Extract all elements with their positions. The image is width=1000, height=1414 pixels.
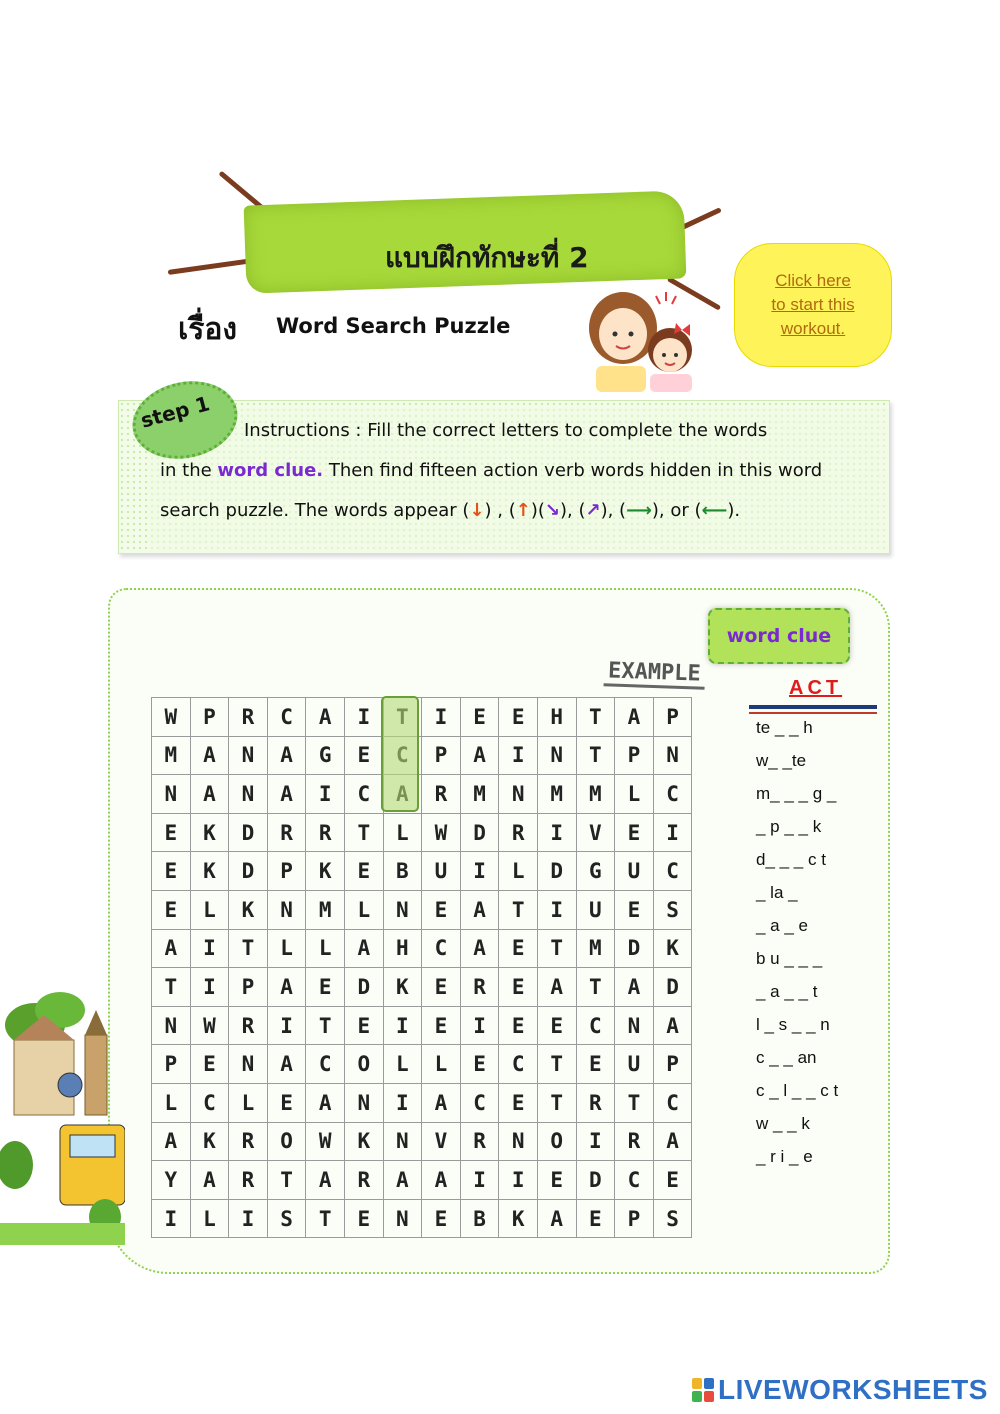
- word-search-grid[interactable]: [151, 697, 692, 1238]
- grid-cell[interactable]: E: [654, 1161, 693, 1200]
- grid-cell[interactable]: R: [306, 814, 345, 853]
- grid-cell[interactable]: R: [461, 1123, 500, 1162]
- grid-cell[interactable]: R: [229, 1123, 268, 1162]
- page-title: แบบฝึกทักษะที่ 2: [385, 241, 589, 274]
- grid-cell[interactable]: S: [654, 891, 693, 930]
- grid-cell[interactable]: C: [654, 852, 693, 891]
- instr-text: ), (: [600, 500, 627, 521]
- start-workout-button[interactable]: [734, 243, 892, 367]
- grid-cell[interactable]: A: [268, 1045, 307, 1084]
- grid-cell[interactable]: I: [384, 1084, 423, 1123]
- grid-cell[interactable]: C: [461, 1084, 500, 1123]
- grid-cell[interactable]: A: [152, 930, 191, 969]
- grid-cell[interactable]: S: [268, 1200, 307, 1239]
- grid-cell[interactable]: I: [268, 1007, 307, 1046]
- word-clue-tag: [708, 608, 850, 664]
- grid-cell[interactable]: E: [499, 1007, 538, 1046]
- grid-cell[interactable]: A: [152, 1123, 191, 1162]
- grid-cell[interactable]: R: [229, 1007, 268, 1046]
- grid-cell[interactable]: O: [268, 1123, 307, 1162]
- instructions-line-2: [160, 460, 822, 481]
- grid-cell[interactable]: V: [422, 1123, 461, 1162]
- grid-cell[interactable]: A: [654, 1007, 693, 1046]
- grid-cell[interactable]: E: [538, 1161, 577, 1200]
- grid-cell[interactable]: I: [191, 930, 230, 969]
- grid-cell[interactable]: I: [229, 1200, 268, 1239]
- grid-cell[interactable]: B: [461, 1200, 500, 1239]
- grid-cell[interactable]: P: [615, 737, 654, 776]
- clue-item[interactable]: w_ _te: [756, 751, 807, 770]
- grid-cell[interactable]: R: [577, 1084, 616, 1123]
- grid-cell[interactable]: W: [152, 698, 191, 737]
- liveworksheets-logo-icon: [692, 1378, 714, 1402]
- word-clue-highlight: word clue.: [217, 460, 324, 481]
- grid-cell[interactable]: K: [384, 968, 423, 1007]
- grid-cell[interactable]: A: [306, 1084, 345, 1123]
- grid-cell[interactable]: N: [152, 775, 191, 814]
- step-label: step 1: [138, 391, 213, 433]
- grid-cell[interactable]: A: [615, 698, 654, 737]
- clue-item[interactable]: _ p _ _ k: [756, 817, 822, 836]
- grid-cell[interactable]: S: [654, 1200, 693, 1239]
- grid-cell[interactable]: C: [615, 1161, 654, 1200]
- grid-cell[interactable]: N: [499, 1123, 538, 1162]
- grid-cell[interactable]: K: [229, 891, 268, 930]
- grid-cell[interactable]: P: [615, 1200, 654, 1239]
- grid-cell[interactable]: E: [422, 968, 461, 1007]
- grid-cell[interactable]: I: [384, 1007, 423, 1046]
- grid-cell[interactable]: U: [615, 1045, 654, 1084]
- grid-cell[interactable]: E: [345, 1007, 384, 1046]
- clue-list: [756, 716, 838, 1178]
- grid-cell[interactable]: M: [577, 775, 616, 814]
- grid-cell[interactable]: N: [229, 737, 268, 776]
- grid-cell[interactable]: E: [577, 1200, 616, 1239]
- grid-cell[interactable]: O: [345, 1045, 384, 1084]
- example-answer: ACT: [789, 677, 843, 699]
- banner-branch-top-right: [679, 207, 722, 231]
- liveworksheets-logo-text: LIVEWORKSHEETS: [718, 1374, 988, 1405]
- instr-text: ) , (: [484, 500, 516, 521]
- grid-cell[interactable]: A: [538, 968, 577, 1007]
- grid-cell[interactable]: L: [191, 891, 230, 930]
- clue-item[interactable]: _ r i _ e: [756, 1147, 813, 1166]
- grid-cell[interactable]: A: [306, 1161, 345, 1200]
- grid-cell[interactable]: E: [422, 891, 461, 930]
- grid-cell[interactable]: K: [306, 852, 345, 891]
- grid-cell[interactable]: N: [152, 1007, 191, 1046]
- grid-cell[interactable]: L: [191, 1200, 230, 1239]
- grid-cell[interactable]: I: [461, 852, 500, 891]
- grid-cell[interactable]: I: [191, 968, 230, 1007]
- clue-item[interactable]: c _ l _ _ c t: [756, 1081, 839, 1100]
- clue-item[interactable]: l _ s _ _ n: [756, 1015, 830, 1034]
- grid-cell[interactable]: N: [268, 891, 307, 930]
- grid-cell[interactable]: P: [422, 737, 461, 776]
- grid-cell[interactable]: H: [384, 930, 423, 969]
- grid-cell[interactable]: E: [499, 968, 538, 1007]
- grid-cell[interactable]: E: [577, 1045, 616, 1084]
- grid-cell[interactable]: A: [615, 968, 654, 1007]
- arrow-left-icon: ⟵: [701, 500, 728, 521]
- liveworksheets-logo: [692, 1374, 988, 1406]
- instr-text: Then find fifteen action verb words hidden in this word: [323, 460, 823, 481]
- grid-cell[interactable]: E: [461, 698, 500, 737]
- grid-cell[interactable]: L: [499, 852, 538, 891]
- grid-cell[interactable]: K: [654, 930, 693, 969]
- clue-item[interactable]: te _ _ h: [756, 718, 813, 737]
- grid-cell[interactable]: A: [461, 891, 500, 930]
- grid-cell[interactable]: L: [384, 814, 423, 853]
- girls-illustration: [578, 288, 708, 392]
- instr-text: ).: [727, 500, 741, 521]
- grid-cell[interactable]: K: [191, 814, 230, 853]
- grid-cell[interactable]: N: [384, 1200, 423, 1239]
- example-label: EXAMPLE: [604, 658, 706, 689]
- clue-item[interactable]: _ a _ e: [756, 916, 808, 935]
- grid-cell[interactable]: T: [538, 1084, 577, 1123]
- grid-cell[interactable]: K: [345, 1123, 384, 1162]
- grid-cell[interactable]: I: [499, 1161, 538, 1200]
- grid-cell[interactable]: I: [461, 1161, 500, 1200]
- grid-cell[interactable]: L: [152, 1084, 191, 1123]
- grid-cell[interactable]: P: [654, 698, 693, 737]
- grid-cell[interactable]: L: [268, 930, 307, 969]
- word-clue-tag-label: word clue: [726, 625, 832, 647]
- answer-divider-accent: [749, 712, 877, 714]
- grid-cell[interactable]: E: [345, 737, 384, 776]
- grid-cell[interactable]: R: [345, 1161, 384, 1200]
- grid-cell[interactable]: T: [538, 930, 577, 969]
- grid-cell[interactable]: I: [538, 891, 577, 930]
- grid-cell[interactable]: T: [306, 1200, 345, 1239]
- grid-cell[interactable]: L: [306, 930, 345, 969]
- instr-text: search puzzle. The words appear (: [160, 500, 470, 521]
- grid-cell[interactable]: T: [577, 698, 616, 737]
- start-label-line1: Click here: [775, 271, 851, 290]
- instr-text: ), (: [559, 500, 586, 521]
- grid-cell[interactable]: N: [654, 737, 693, 776]
- grid-cell[interactable]: M: [306, 891, 345, 930]
- grid-cell[interactable]: E: [345, 852, 384, 891]
- grid-cell[interactable]: C: [306, 1045, 345, 1084]
- grid-cell[interactable]: I: [538, 814, 577, 853]
- grid-cell[interactable]: R: [615, 1123, 654, 1162]
- grid-cell[interactable]: T: [306, 1007, 345, 1046]
- arrow-diagonal-up-icon: ↗: [585, 500, 601, 521]
- instr-text: ), or (: [651, 500, 702, 521]
- grid-cell[interactable]: D: [538, 852, 577, 891]
- grid-cell[interactable]: I: [461, 1007, 500, 1046]
- grid-cell[interactable]: L: [229, 1084, 268, 1123]
- instr-text: in the: [160, 460, 218, 481]
- grid-cell[interactable]: A: [461, 737, 500, 776]
- grid-cell[interactable]: T: [577, 968, 616, 1007]
- grid-cell[interactable]: P: [229, 968, 268, 1007]
- grid-cell[interactable]: U: [422, 852, 461, 891]
- grid-cell[interactable]: I: [577, 1123, 616, 1162]
- clue-item[interactable]: w _ _ k: [756, 1114, 810, 1133]
- instructions-line-3: [160, 500, 740, 521]
- grid-cell[interactable]: T: [615, 1084, 654, 1123]
- grid-cell[interactable]: T: [229, 930, 268, 969]
- grid-cell[interactable]: A: [345, 930, 384, 969]
- grid-cell[interactable]: E: [422, 1200, 461, 1239]
- grid-cell[interactable]: A: [422, 1084, 461, 1123]
- grid-cell[interactable]: C: [654, 775, 693, 814]
- arrow-up-icon: ↑: [515, 500, 531, 521]
- town-illustration: [0, 985, 125, 1245]
- grid-cell[interactable]: G: [306, 737, 345, 776]
- grid-cell[interactable]: W: [422, 814, 461, 853]
- clue-item[interactable]: m_ _ _ g _: [756, 784, 837, 803]
- clue-item[interactable]: b u _ _ _: [756, 949, 823, 968]
- grid-cell[interactable]: N: [499, 775, 538, 814]
- clue-item[interactable]: d_ _ _ c t: [756, 850, 826, 869]
- grid-cell[interactable]: A: [461, 930, 500, 969]
- example-word-highlight: [381, 696, 419, 812]
- grid-cell[interactable]: T: [577, 737, 616, 776]
- grid-cell[interactable]: D: [345, 968, 384, 1007]
- grid-cell[interactable]: A: [384, 1161, 423, 1200]
- instr-text: )(: [530, 500, 545, 521]
- grid-cell[interactable]: R: [499, 814, 538, 853]
- grid-cell[interactable]: W: [191, 1007, 230, 1046]
- arrow-diagonal-down-icon: ↘: [544, 500, 560, 521]
- subject-label: เรื่อง: [178, 312, 238, 347]
- grid-cell[interactable]: E: [422, 1007, 461, 1046]
- grid-cell[interactable]: E: [268, 1084, 307, 1123]
- grid-cell[interactable]: R: [461, 968, 500, 1007]
- grid-cell[interactable]: E: [461, 1045, 500, 1084]
- start-workout-label: [758, 269, 868, 341]
- grid-cell[interactable]: A: [268, 775, 307, 814]
- grid-cell[interactable]: L: [384, 1045, 423, 1084]
- grid-cell[interactable]: E: [152, 852, 191, 891]
- clue-item[interactable]: _ la _: [756, 883, 798, 902]
- grid-cell[interactable]: C: [577, 1007, 616, 1046]
- grid-cell[interactable]: Y: [152, 1161, 191, 1200]
- grid-cell[interactable]: R: [422, 775, 461, 814]
- grid-cell[interactable]: C: [499, 1045, 538, 1084]
- grid-cell[interactable]: G: [577, 852, 616, 891]
- grid-cell[interactable]: L: [422, 1045, 461, 1084]
- grid-cell[interactable]: U: [615, 852, 654, 891]
- grid-cell[interactable]: T: [499, 891, 538, 930]
- grid-cell[interactable]: H: [538, 698, 577, 737]
- grid-cell[interactable]: E: [306, 968, 345, 1007]
- grid-cell[interactable]: I: [345, 698, 384, 737]
- grid-cell[interactable]: O: [538, 1123, 577, 1162]
- grid-cell[interactable]: N: [229, 1045, 268, 1084]
- grid-cell[interactable]: T: [152, 968, 191, 1007]
- grid-cell[interactable]: L: [615, 775, 654, 814]
- grid-cell[interactable]: P: [152, 1045, 191, 1084]
- grid-cell[interactable]: I: [499, 737, 538, 776]
- grid-cell[interactable]: E: [152, 891, 191, 930]
- grid-cell[interactable]: L: [345, 891, 384, 930]
- subject-name: Word Search Puzzle: [276, 314, 511, 338]
- grid-cell[interactable]: D: [229, 852, 268, 891]
- grid-cell[interactable]: I: [422, 698, 461, 737]
- grid-cell[interactable]: E: [191, 1045, 230, 1084]
- instructions-line-1: Instructions : Fill the correct letters to complete the words: [244, 420, 768, 441]
- grid-cell[interactable]: M: [538, 775, 577, 814]
- grid-cell[interactable]: C: [191, 1084, 230, 1123]
- grid-cell[interactable]: M: [577, 930, 616, 969]
- grid-cell[interactable]: N: [615, 1007, 654, 1046]
- clue-item[interactable]: _ a _ _ t: [756, 982, 818, 1001]
- grid-cell[interactable]: A: [191, 1161, 230, 1200]
- grid-cell[interactable]: M: [461, 775, 500, 814]
- grid-cell[interactable]: E: [615, 891, 654, 930]
- grid-cell[interactable]: A: [306, 698, 345, 737]
- grid-cell[interactable]: T: [268, 1161, 307, 1200]
- arrow-right-icon: ⟶: [626, 500, 652, 521]
- grid-cell[interactable]: C: [268, 698, 307, 737]
- answer-divider: [749, 705, 877, 709]
- grid-cell[interactable]: I: [152, 1200, 191, 1239]
- grid-cell[interactable]: A: [268, 737, 307, 776]
- grid-cell[interactable]: K: [191, 1123, 230, 1162]
- grid-cell[interactable]: T: [538, 1045, 577, 1084]
- grid-cell[interactable]: I: [654, 814, 693, 853]
- grid-cell[interactable]: W: [306, 1123, 345, 1162]
- grid-cell[interactable]: N: [229, 775, 268, 814]
- grid-cell[interactable]: B: [384, 852, 423, 891]
- grid-cell[interactable]: K: [499, 1200, 538, 1239]
- grid-cell[interactable]: A: [654, 1123, 693, 1162]
- grid-cell[interactable]: M: [152, 737, 191, 776]
- grid-cell[interactable]: C: [654, 1084, 693, 1123]
- grid-cell[interactable]: V: [577, 814, 616, 853]
- clue-item[interactable]: c _ _ an: [756, 1048, 817, 1067]
- start-label-line2: to start this: [771, 295, 855, 314]
- grid-cell[interactable]: U: [577, 891, 616, 930]
- grid-cell[interactable]: C: [422, 930, 461, 969]
- grid-cell[interactable]: R: [229, 698, 268, 737]
- grid-cell[interactable]: A: [422, 1161, 461, 1200]
- grid-cell[interactable]: N: [345, 1084, 384, 1123]
- grid-cell[interactable]: E: [345, 1200, 384, 1239]
- grid-cell[interactable]: R: [268, 814, 307, 853]
- grid-cell[interactable]: D: [577, 1161, 616, 1200]
- grid-cell[interactable]: D: [615, 930, 654, 969]
- grid-cell[interactable]: E: [152, 814, 191, 853]
- grid-cell[interactable]: P: [191, 698, 230, 737]
- grid-cell[interactable]: E: [538, 1007, 577, 1046]
- grid-cell[interactable]: T: [345, 814, 384, 853]
- arrow-down-icon: ↓: [469, 500, 485, 521]
- grid-cell[interactable]: I: [306, 775, 345, 814]
- grid-cell[interactable]: R: [229, 1161, 268, 1200]
- grid-cell[interactable]: D: [654, 968, 693, 1007]
- grid-cell[interactable]: N: [384, 891, 423, 930]
- grid-cell[interactable]: P: [654, 1045, 693, 1084]
- grid-cell[interactable]: N: [538, 737, 577, 776]
- grid-cell[interactable]: E: [615, 814, 654, 853]
- grid-cell[interactable]: A: [191, 737, 230, 776]
- start-label-line3: workout.: [780, 319, 846, 338]
- grid-cell[interactable]: E: [499, 1084, 538, 1123]
- grid-cell[interactable]: C: [345, 775, 384, 814]
- grid-cell[interactable]: A: [268, 968, 307, 1007]
- grid-cell[interactable]: K: [191, 852, 230, 891]
- grid-cell[interactable]: E: [499, 930, 538, 969]
- grid-cell[interactable]: A: [191, 775, 230, 814]
- grid-cell[interactable]: N: [384, 1123, 423, 1162]
- grid-cell[interactable]: A: [538, 1200, 577, 1239]
- grid-cell[interactable]: E: [499, 698, 538, 737]
- grid-cell[interactable]: D: [461, 814, 500, 853]
- grid-cell[interactable]: D: [229, 814, 268, 853]
- grid-cell[interactable]: P: [268, 852, 307, 891]
